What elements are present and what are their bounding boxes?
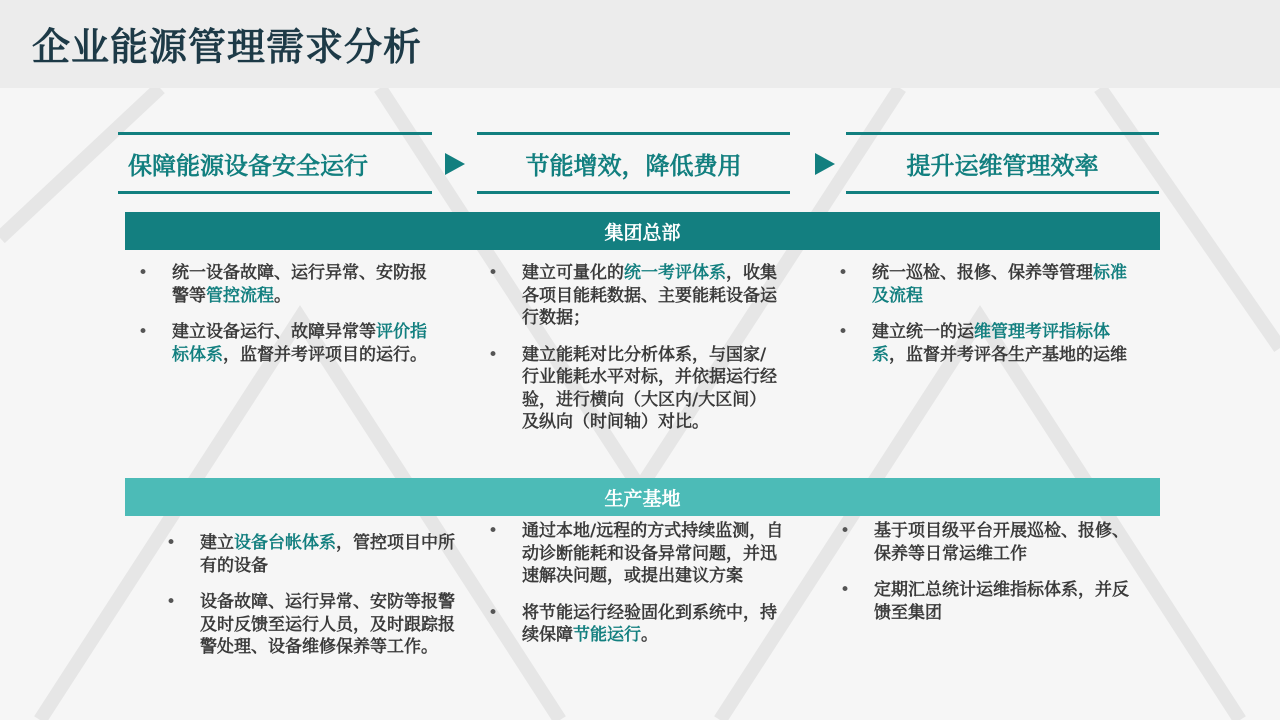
highlight-text: 评价指标体系: [172, 322, 427, 365]
hq-column-3: [838, 262, 1138, 380]
bullet-text: 建立设备运行、故障异常等: [172, 322, 376, 342]
bullet-item: [840, 579, 1140, 624]
base-column-2: [488, 520, 788, 661]
bullet-item: [838, 262, 1138, 307]
highlight-text: 维管理考评指标体系: [872, 322, 1110, 365]
bullet-text: 。: [274, 285, 291, 306]
goal-ops-efficiency: 提升运维管理效率: [846, 132, 1159, 194]
bullet-text: 通过本地/远程的方式持续监测，自动诊断能耗和设备异常问题，并迅速解决问题，或提出建议方案: [522, 521, 784, 586]
goal-safety: 保障能源设备安全运行: [118, 132, 432, 194]
base-column-3: [840, 520, 1140, 638]
bullet-text: 建立: [200, 533, 234, 553]
section-header-hq: 集团总部: [125, 212, 1160, 250]
bullet-text: ，监督并考评项目的运行。: [223, 344, 427, 365]
goal-energy-saving: 节能增效，降低费用: [477, 132, 790, 194]
arrow-right-icon: [815, 153, 835, 175]
bullet-text: 基于项目级平台开展巡检、报修、保养等日常运维工作: [874, 521, 1129, 564]
bullet-item: [166, 532, 456, 577]
bullet-text: ，收集各项目能耗数据、主要能耗设备运行数据；: [522, 263, 777, 328]
bullet-text: 将节能运行经验固化到系统中，持续保障: [522, 602, 777, 645]
bullet-text: 建立可量化的: [522, 263, 624, 283]
highlight-text: 标准及流程: [872, 263, 1127, 306]
highlight-text: 统一考评体系: [624, 263, 726, 283]
bullet-item: [138, 321, 428, 366]
bullet-text: ，监督并考评各生产基地的运维: [889, 344, 1127, 365]
bullet-item: [166, 591, 456, 659]
bullet-text: 设备故障、运行异常、安防等报警及时反馈至运行人员，及时跟踪报警处理、设备维修保养等工作。: [200, 592, 455, 657]
bullet-text: 统一巡检、报修、保养等管理: [872, 263, 1093, 283]
bullet-text: 。: [641, 625, 658, 645]
section-header-base: 生产基地: [125, 478, 1160, 516]
bullet-item: [488, 262, 778, 330]
bullet-item: [840, 520, 1140, 565]
highlight-text: 节能运行: [573, 625, 641, 645]
page-title: 企业能源管理需求分析: [32, 25, 423, 69]
base-column-1: [166, 532, 456, 673]
bullet-text: ，管控项目中所有的设备: [200, 533, 455, 576]
arrow-right-icon: [445, 153, 465, 175]
bullet-text: 定期汇总统计运维指标体系，并反馈至集团: [874, 580, 1129, 623]
hq-column-1: [138, 262, 428, 380]
hq-column-2: [488, 262, 778, 448]
bullet-text: 建立能耗对比分析体系，与国家/行业能耗水平对标，并依据运行经验，进行横向（大区内/大区间）及纵向（时间轴）对比。: [522, 344, 777, 432]
highlight-text: 管控流程: [206, 285, 274, 306]
bullet-item: [838, 321, 1138, 366]
bullet-item: [488, 520, 788, 588]
bullet-item: [488, 344, 778, 434]
bullet-text: 统一设备故障、运行异常、安防报警等: [172, 263, 427, 306]
title-bar: [0, 0, 1280, 88]
bullet-item: [138, 262, 428, 307]
bullet-item: [488, 602, 788, 647]
bullet-text: 建立统一的运: [872, 322, 974, 342]
highlight-text: 设备台帐体系: [234, 533, 336, 553]
